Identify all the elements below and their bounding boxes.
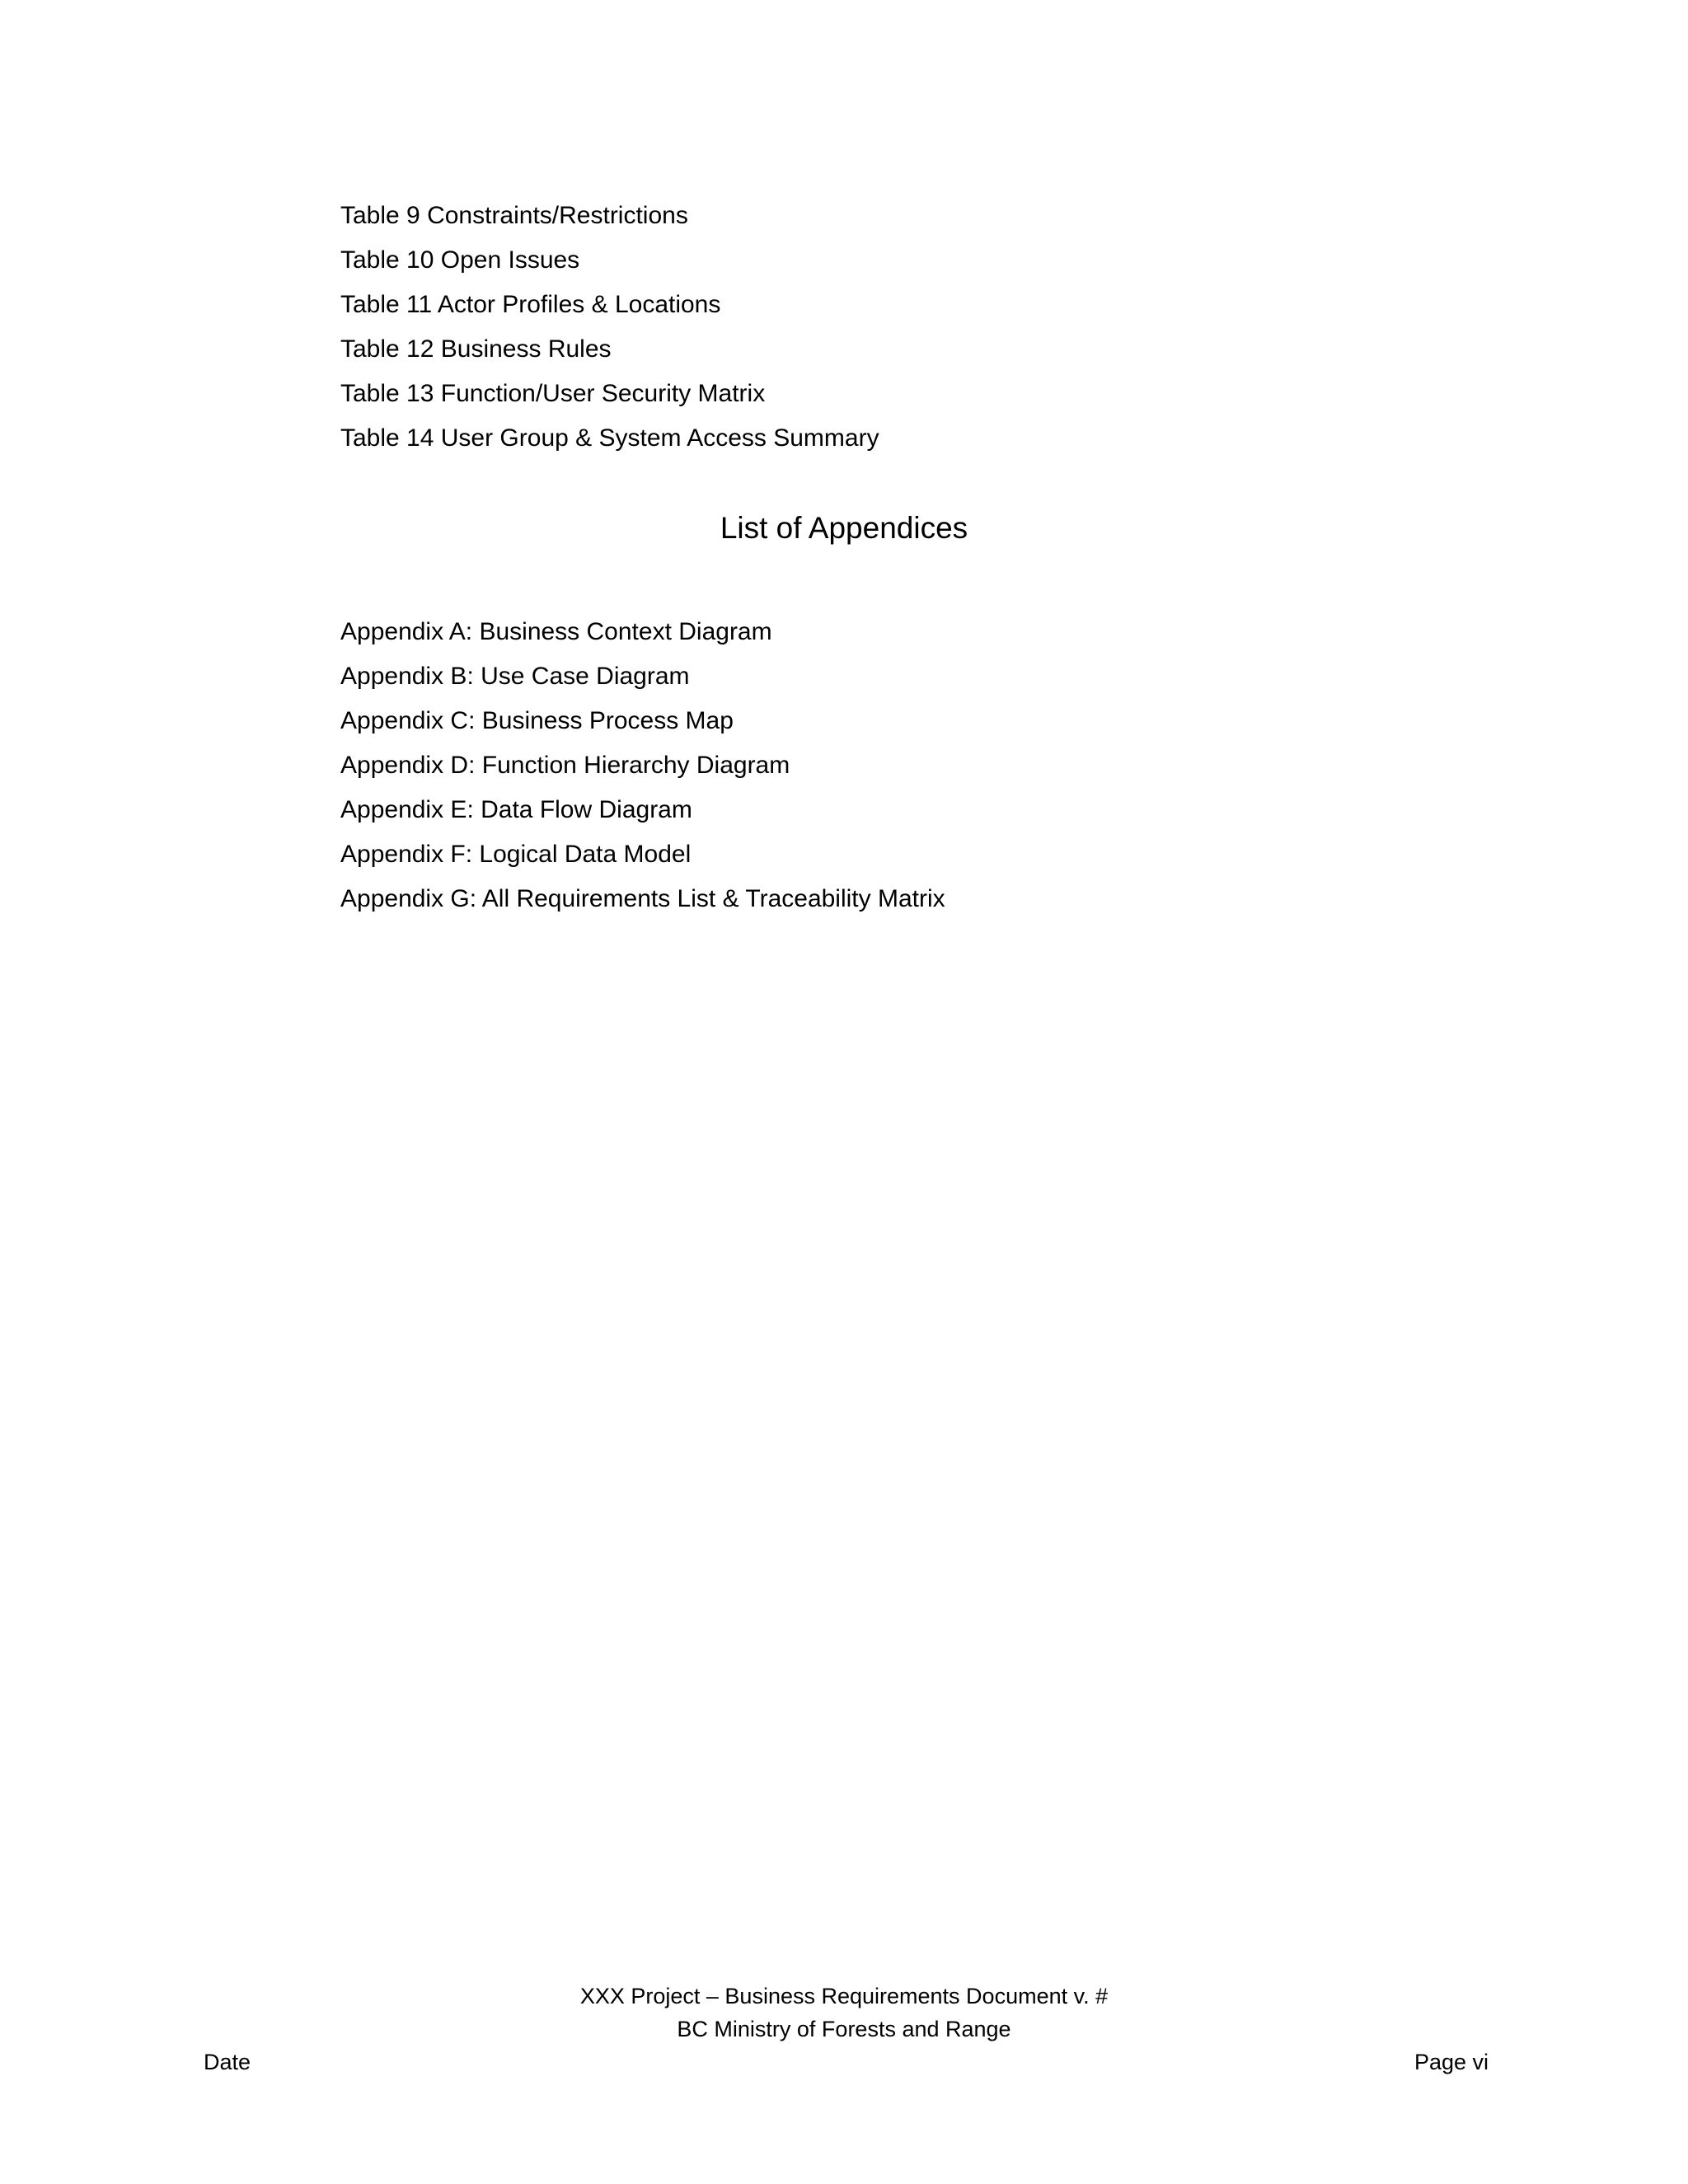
page-footer	[0, 1980, 1688, 2046]
footer-date: Date	[204, 2050, 251, 2074]
toc-entry-table-14[interactable]: Table 14 User Group & System Access Summary	[340, 424, 879, 452]
toc-entry-appendix-e[interactable]: Appendix E: Data Flow Diagram	[340, 796, 692, 823]
toc-entry-appendix-d[interactable]: Appendix D: Function Hierarchy Diagram	[340, 752, 790, 779]
toc-entry-appendix-f[interactable]: Appendix F: Logical Data Model	[340, 841, 692, 868]
toc-entry-table-10[interactable]: Table 10 Open Issues	[340, 246, 580, 274]
toc-entry-appendix-c[interactable]: Appendix C: Business Process Map	[340, 707, 734, 734]
toc-entry-appendix-g[interactable]: Appendix G: All Requirements List & Traceability Matrix	[340, 885, 945, 912]
appendices-heading: List of Appendices	[720, 511, 968, 545]
footer-page-number: Page vi	[1414, 2050, 1489, 2074]
footer-document-title: XXX Project – Business Requirements Document v. #	[579, 1984, 1109, 2008]
toc-entry-table-9[interactable]: Table 9 Constraints/Restrictions	[340, 202, 688, 229]
toc-entry-appendix-a[interactable]: Appendix A: Business Context Diagram	[340, 618, 772, 645]
toc-entry-table-11[interactable]: Table 11 Actor Profiles & Locations	[340, 291, 721, 318]
list-of-appendices	[340, 610, 945, 921]
toc-entry-table-12[interactable]: Table 12 Business Rules	[340, 335, 612, 363]
footer-organization: BC Ministry of Forests and Range	[677, 2017, 1011, 2041]
list-of-tables	[340, 194, 879, 461]
toc-entry-table-13[interactable]: Table 13 Function/User Security Matrix	[340, 380, 766, 407]
toc-entry-appendix-b[interactable]: Appendix B: Use Case Diagram	[340, 663, 690, 690]
